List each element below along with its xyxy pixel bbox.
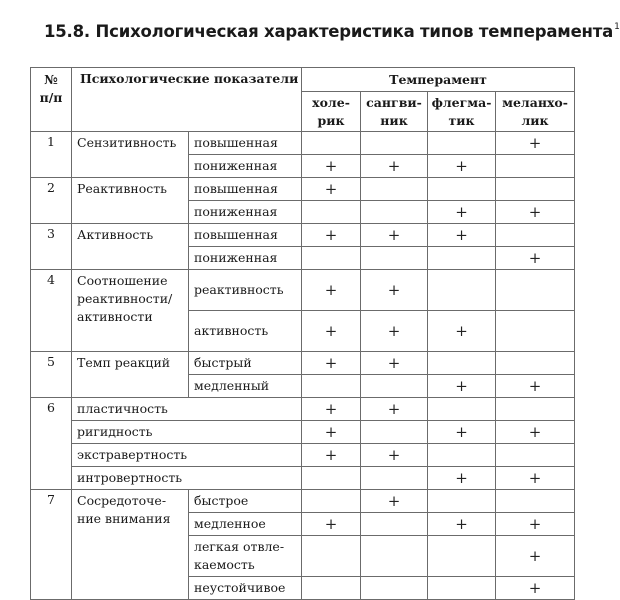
indicator-level: неустойчивое [189, 577, 302, 600]
plus-mark: + [528, 377, 542, 395]
cell-phlegmatic [428, 421, 496, 444]
plus-mark: + [455, 423, 468, 441]
table-row [31, 352, 575, 375]
plus-mark: + [324, 446, 338, 464]
cell-phlegmatic [428, 536, 496, 577]
cell-phlegmatic [428, 311, 496, 352]
cell-melancholic [496, 444, 575, 467]
indicator-level: быстрый [189, 352, 302, 375]
plus-mark: + [455, 226, 468, 244]
header-number-text: № п/п [39, 72, 63, 105]
plus-mark: + [387, 354, 401, 372]
plus-mark: + [324, 226, 338, 244]
cell-phlegmatic [428, 224, 496, 247]
indicator-level: повышенная [189, 224, 302, 247]
indicator-level: медленный [189, 375, 302, 398]
row-number: 3 [31, 224, 72, 270]
cell-sanguine [361, 155, 428, 178]
cell-melancholic [496, 536, 575, 577]
plus-mark: + [324, 354, 338, 372]
plus-mark: + [324, 400, 338, 418]
cell-choleric [302, 352, 361, 375]
cell-choleric [302, 536, 361, 577]
plus-mark: + [324, 322, 338, 340]
indicator-name: Темп реакций [72, 352, 189, 398]
plus-mark: + [324, 423, 338, 441]
header-indicators: Психологические показатели [72, 68, 302, 132]
cell-melancholic [496, 201, 575, 224]
plus-mark: + [528, 547, 542, 565]
plus-mark: + [387, 446, 401, 464]
header-melancholic-text: меланхо- лик [502, 94, 568, 128]
row-number: 6 [31, 398, 72, 490]
table-row [31, 398, 575, 421]
cell-sanguine [361, 201, 428, 224]
cell-sanguine [361, 311, 428, 352]
cell-phlegmatic [428, 201, 496, 224]
table-row [31, 270, 575, 311]
table-row [31, 224, 575, 247]
plus-mark: + [324, 157, 338, 175]
cell-melancholic [496, 421, 575, 444]
cell-sanguine [361, 398, 428, 421]
indicator-name: Сосредоточе- ние внимания [72, 490, 189, 600]
cell-melancholic [496, 270, 575, 311]
row-number: 5 [31, 352, 72, 398]
cell-melancholic [496, 178, 575, 201]
cell-phlegmatic [428, 577, 496, 600]
indicator-level: пониженная [189, 201, 302, 224]
cell-phlegmatic [428, 155, 496, 178]
cell-sanguine [361, 513, 428, 536]
cell-phlegmatic [428, 375, 496, 398]
plus-mark: + [528, 249, 542, 267]
cell-phlegmatic [428, 247, 496, 270]
plus-mark: + [387, 400, 401, 418]
title-text: 15.8. Психологическая характеристика типов темперамента [44, 22, 614, 41]
indicator-level: пониженная [189, 247, 302, 270]
cell-choleric [302, 467, 361, 490]
cell-melancholic [496, 577, 575, 600]
indicator-name: интровертность [72, 467, 302, 490]
cell-choleric [302, 201, 361, 224]
indicator-level: реактивность [189, 270, 302, 311]
plus-mark: + [387, 322, 401, 340]
cell-sanguine [361, 536, 428, 577]
cell-melancholic [496, 352, 575, 375]
cell-sanguine [361, 421, 428, 444]
cell-phlegmatic [428, 467, 496, 490]
plus-mark: + [528, 134, 542, 152]
header-phlegmatic [428, 92, 496, 132]
cell-sanguine [361, 178, 428, 201]
indicator-name: Активность [72, 224, 189, 270]
indicator-level: медленное [189, 513, 302, 536]
plus-mark: + [528, 423, 542, 441]
indicator-level: активность [189, 311, 302, 352]
header-sanguine [361, 92, 428, 132]
row-number: 2 [31, 178, 72, 224]
cell-sanguine [361, 375, 428, 398]
cell-phlegmatic [428, 178, 496, 201]
cell-sanguine [361, 270, 428, 311]
header-temperament: Темперамент [302, 68, 575, 92]
cell-sanguine [361, 247, 428, 270]
plus-mark: + [324, 281, 338, 299]
cell-choleric [302, 247, 361, 270]
cell-choleric [302, 577, 361, 600]
indicator-level: быстрое [189, 490, 302, 513]
cell-melancholic [496, 311, 575, 352]
indicator-level: пониженная [189, 155, 302, 178]
cell-sanguine [361, 352, 428, 375]
page-title [44, 22, 620, 41]
table-body [31, 132, 575, 600]
plus-mark: + [455, 203, 468, 221]
plus-mark: + [528, 469, 542, 487]
plus-mark: + [387, 157, 401, 175]
table-row [31, 178, 575, 201]
header-melancholic [496, 92, 575, 132]
row-number: 4 [31, 270, 72, 352]
row-number: 1 [31, 132, 72, 178]
indicator-name: Реактивность [72, 178, 189, 224]
plus-mark: + [455, 515, 468, 533]
cell-phlegmatic [428, 352, 496, 375]
plus-mark: + [455, 377, 468, 395]
table-row [31, 444, 575, 467]
header-number [31, 68, 72, 132]
row-number: 7 [31, 490, 72, 600]
cell-melancholic [496, 132, 575, 155]
plus-mark: + [528, 515, 542, 533]
cell-phlegmatic [428, 398, 496, 421]
table-row [31, 490, 575, 513]
cell-melancholic [496, 490, 575, 513]
cell-melancholic [496, 375, 575, 398]
indicator-name: Сензитивность [72, 132, 189, 178]
cell-choleric [302, 270, 361, 311]
cell-choleric [302, 178, 361, 201]
indicator-name: пластичность [72, 398, 302, 421]
header-choleric [302, 92, 361, 132]
cell-choleric [302, 375, 361, 398]
cell-melancholic [496, 155, 575, 178]
indicator-level: повышенная [189, 132, 302, 155]
cell-choleric [302, 444, 361, 467]
cell-phlegmatic [428, 270, 496, 311]
cell-phlegmatic [428, 513, 496, 536]
indicator-name: ригидность [72, 421, 302, 444]
table-row [31, 467, 575, 490]
cell-melancholic [496, 247, 575, 270]
header-choleric-text: холе- рик [312, 94, 350, 128]
cell-phlegmatic [428, 490, 496, 513]
indicator-name: экстравертность [72, 444, 302, 467]
table-row [31, 132, 575, 155]
cell-choleric [302, 398, 361, 421]
cell-melancholic [496, 224, 575, 247]
cell-phlegmatic [428, 132, 496, 155]
plus-mark: + [528, 579, 542, 597]
cell-sanguine [361, 224, 428, 247]
cell-choleric [302, 490, 361, 513]
cell-phlegmatic [428, 444, 496, 467]
temperament-table [30, 67, 575, 600]
cell-sanguine [361, 467, 428, 490]
cell-choleric [302, 155, 361, 178]
cell-choleric [302, 224, 361, 247]
cell-sanguine [361, 444, 428, 467]
cell-choleric [302, 132, 361, 155]
plus-mark: + [387, 281, 401, 299]
cell-choleric [302, 513, 361, 536]
cell-choleric [302, 311, 361, 352]
plus-mark: + [455, 157, 468, 175]
plus-mark: + [455, 322, 468, 340]
plus-mark: + [455, 469, 468, 487]
header-phlegmatic-text: флегма- тик [431, 94, 492, 128]
plus-mark: + [324, 515, 338, 533]
indicator-name: Соотношение реактивности/ активности [72, 270, 189, 352]
plus-mark: + [324, 180, 338, 198]
plus-mark: + [387, 492, 401, 510]
cell-melancholic [496, 467, 575, 490]
indicator-level: легкая отвле- каемость [189, 536, 302, 577]
title-footnote-marker: 1 [614, 22, 620, 32]
header-sanguine-text: сангви- ник [366, 94, 422, 128]
table-row [31, 421, 575, 444]
indicator-level: повышенная [189, 178, 302, 201]
cell-sanguine [361, 577, 428, 600]
cell-melancholic [496, 513, 575, 536]
cell-sanguine [361, 132, 428, 155]
cell-sanguine [361, 490, 428, 513]
cell-choleric [302, 421, 361, 444]
plus-mark: + [528, 203, 542, 221]
cell-melancholic [496, 398, 575, 421]
plus-mark: + [387, 226, 401, 244]
